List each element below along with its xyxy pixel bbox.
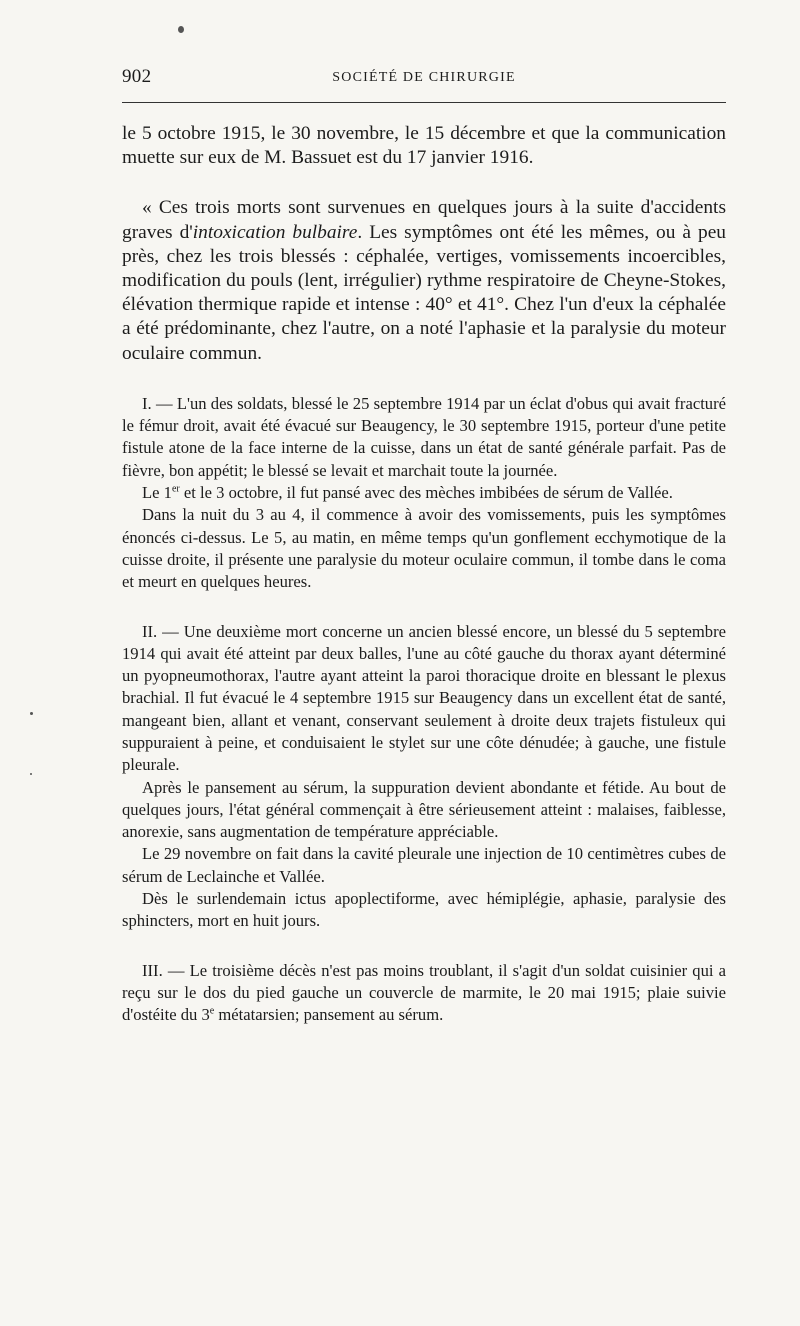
page-header	[122, 66, 726, 92]
header-rule	[122, 102, 726, 103]
quote-text-end: . Les symptômes ont été les mêmes, ou à peu près, chez les trois blessés : céphalée, vertiges, vomissements incoercibles, modification du pouls (lent, irrégulier) rythme respiratoire de Cheyne-Stokes, élévation thermique rapide et intense : 40° et 41°. Chez l'un d'eux la céphalée a été prédominante, chez l'autre, on a noté l'aphasie et la paralysie du moteur oculaire commun.	[122, 221, 726, 364]
case-2-paragraph: II. — Une deuxième mort concerne un ancien blessé encore, un blessé du 5 septembre 1914 qui avait été atteint par deux balles, l'une au côté gauche du thorax ayant déterminé un pyopneumothorax, l'autre ayant atteint la paroi thoracique droite en blessant le plexus brachial. Il fut évacué le 4 septembre 1915 sur Beaugency dans un excellent état de santé, mangeant bien, allant et venant, conservant seulement à droite deux trajets fistuleux qui suppuraient à peine, et conduisaient le stylet sur une côte dénudée; à gauche, une fistule pleurale.	[122, 621, 726, 775]
ink-speck	[178, 26, 184, 33]
paragraph-quote	[122, 196, 726, 365]
running-title: SOCIÉTÉ DE CHIRURGIE	[332, 70, 516, 85]
case-1-paragraph: I. — L'un des soldats, blessé le 25 septembre 1914 par un éclat d'obus qui avait fracturé le fémur droit, avait été évacué sur Beaugency, le 30 septembre 1915, porteur d'une petite fistule atone de la face interne de la cuisse, dans un état de santé générale parfait. Pas de fièvre, bon appétit; le blessé se levait et marchait toute la journée.	[122, 393, 726, 480]
case-3-text-end: métatarsien; pansement au sérum.	[214, 1005, 444, 1025]
case-1-dressing-start: Le 1	[142, 483, 172, 503]
body-text	[122, 122, 726, 1027]
page-number: 902	[122, 66, 152, 87]
case-1-dressing-end: et le 3 octobre, il fut pansé avec des mèches imbibées de sérum de Vallée.	[179, 483, 673, 503]
quote-italic-term: intoxication bulbaire	[192, 221, 358, 243]
paragraph-continuation: le 5 octobre 1915, le 30 novembre, le 15 décembre et que la communication muette sur eux de M. Bassuet est du 17 janvier 1916.	[122, 123, 726, 169]
case-2-injection-paragraph: Le 29 novembre on fait dans la cavité pleurale une injection de 10 centimètres cubes de sérum de Leclainche et Vallée.	[122, 844, 726, 886]
quote-text-start: « Ces trois morts sont survenues en quelques jours à la suite d'accidents graves d'	[122, 197, 726, 243]
case-2-outcome-paragraph: Dès le surlendemain ictus apoplectiforme, avec hémiplégie, aphasie, paralysie des sphincters, mort en huit jours.	[122, 889, 726, 931]
ordinal-superscript: e	[209, 1005, 215, 1017]
case-3-paragraph	[122, 960, 726, 1027]
ink-speck	[30, 712, 33, 715]
case-2-serum-paragraph: Après le pansement au sérum, la suppuration devient abondante et fétide. Au bout de quelques jours, l'état général commençait à être sérieusement atteint : malaises, faiblesse, anorexie, sans augmentation de température appréciable.	[122, 777, 726, 842]
case-1-outcome-paragraph: Dans la nuit du 3 au 4, il commence à avoir des vomissements, puis les symptômes énoncés ci-dessus. Le 5, au matin, en même temps qu'un gonflement ecchymotique de la cuisse droite, il présente une paralysie du moteur oculaire commun, il tombe dans le coma et meurt en quelques heures.	[122, 505, 726, 592]
case-1-dressing-paragraph	[122, 482, 726, 504]
ink-speck	[30, 773, 32, 775]
case-3-text-start: III. — Le troisième décès n'est pas moins troublant, il s'agit d'un soldat cuisinier qui a reçu sur le dos du pied gauche un couvercle de marmite, le 20 mai 1915; plaie suivie d'ostéite du 3	[122, 960, 726, 1025]
ordinal-superscript: er	[171, 483, 180, 495]
